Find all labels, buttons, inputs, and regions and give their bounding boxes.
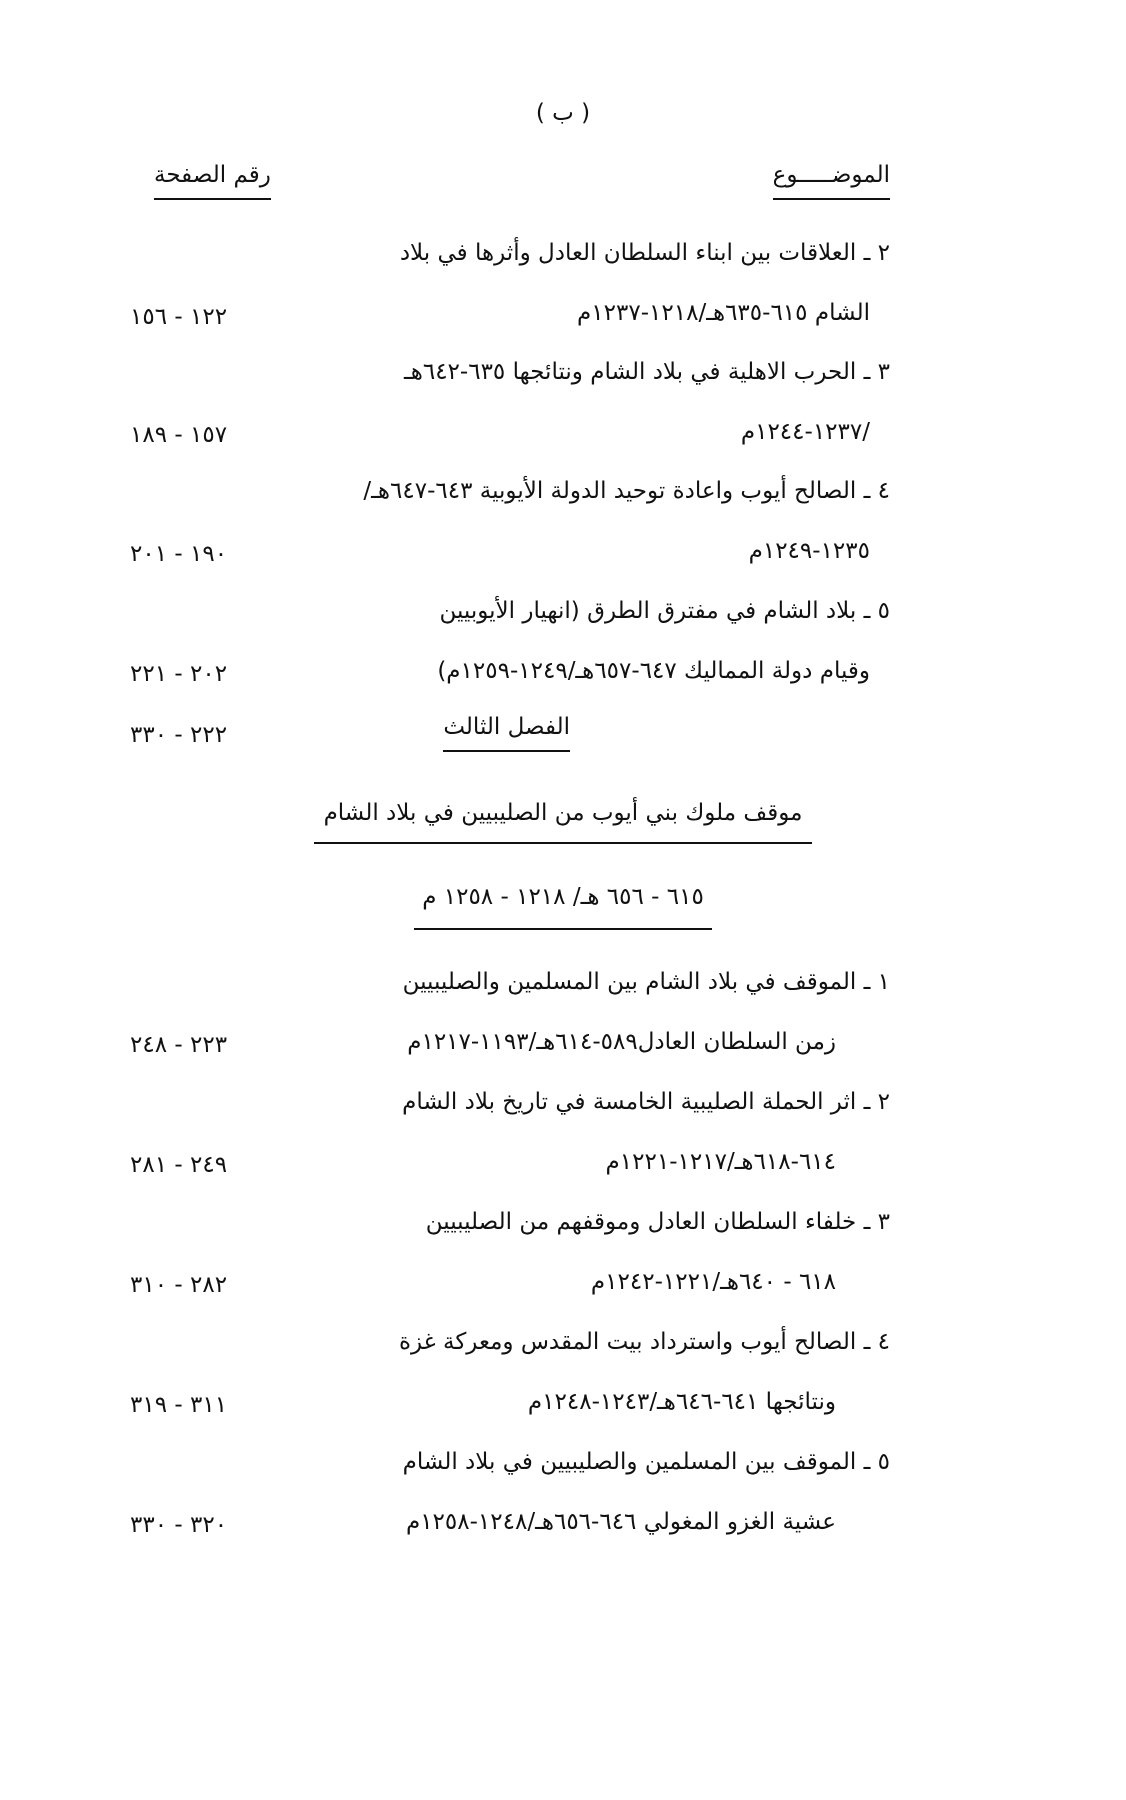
section-1-pages: ٢٢٣ - ٢٤٨ <box>130 1032 228 1058</box>
section-5-line2: عشية الغزو المغولي ٦٤٦-٦٥٦هـ/١٢٤٨-١٢٥٨م <box>405 1509 836 1535</box>
section-3-pages: ٢٨٢ - ٣١٠ <box>130 1272 228 1298</box>
entry-5-line2: وقيام دولة المماليك ٦٤٧-٦٥٧هـ/١٢٤٩-١٢٥٩م) <box>437 658 870 684</box>
section-4-pages: ٣١١ - ٣١٩ <box>130 1392 228 1418</box>
entry-2-line1: ٢ ـ العلاقات بين ابناء السلطان العادل وأثرها في بلاد <box>399 240 890 266</box>
chapter-dates: ٦١٥ - ٦٥٦ هـ/ ١٢١٨ - ١٢٥٨ م <box>414 880 712 930</box>
entry-5-pages: ٢٠٢ - ٢٢١ <box>130 661 228 687</box>
entry-3-pages: ١٥٧ - ١٨٩ <box>130 422 228 448</box>
section-3-line1: ٣ ـ خلفاء السلطان العادل وموقفهم من الصليبيين <box>425 1209 890 1235</box>
chapter-subtitle: موقف ملوك بني أيوب من الصليبيين في بلاد الشام <box>314 796 813 844</box>
entry-4-pages: ١٩٠ - ٢٠١ <box>130 541 228 567</box>
entry-3-line1: ٣ ـ الحرب الاهلية في بلاد الشام ونتائجها ٦٣٥-٦٤٢هـ <box>403 359 890 385</box>
section-4-line2: ونتائجها ٦٤١-٦٤٦هـ/١٢٤٣-١٢٤٨م <box>527 1389 836 1415</box>
chapter-pages: ٢٢٢ - ٣٣٠ <box>130 722 228 748</box>
entry-3-line2: /١٢٣٧-١٢٤٤م <box>740 419 870 445</box>
section-4-line1: ٤ ـ الصالح أيوب واسترداد بيت المقدس ومعركة غزة <box>398 1329 890 1355</box>
entry-5-line1: ٥ ـ بلاد الشام في مفترق الطرق (انهيار الأيوبيين <box>439 598 890 624</box>
section-3-line2: ٦١٨ - ٦٤٠هـ/١٢٢١-١٢٤٢م <box>590 1269 836 1295</box>
section-1-line2: زمن السلطان العادل٥٨٩-٦١٤هـ/١١٩٣-١٢١٧م <box>407 1029 836 1055</box>
chapter-title: الفصل الثالث <box>443 710 570 752</box>
section-5-line1: ٥ ـ الموقف بين المسلمين والصليبيين في بلاد الشام <box>402 1449 890 1475</box>
header-page-number: رقم الصفحة <box>154 158 271 200</box>
section-2-line1: ٢ ـ اثر الحملة الصليبية الخامسة في تاريخ بلاد الشام <box>402 1089 890 1115</box>
section-1-line1: ١ ـ الموقف في بلاد الشام بين المسلمين والصليبيين <box>402 969 890 995</box>
page-marker: ( ب ) <box>535 100 591 126</box>
entry-4-line1: ٤ ـ الصالح أيوب واعادة توحيد الدولة الأيوبية ٦٤٣-٦٤٧هـ/ <box>363 478 890 504</box>
entry-4-line2: ١٢٣٥-١٢٤٩م <box>748 538 870 564</box>
section-5-pages: ٣٢٠ - ٣٣٠ <box>130 1512 228 1538</box>
section-2-pages: ٢٤٩ - ٢٨١ <box>130 1152 228 1178</box>
section-2-line2: ٦١٤-٦١٨هـ/١٢١٧-١٢٢١م <box>605 1149 836 1175</box>
header-topic: الموضـــــوع <box>773 158 890 200</box>
entry-2-pages: ١٢٢ - ١٥٦ <box>130 304 228 330</box>
entry-2-line2: الشام ٦١٥-٦٣٥هـ/١٢١٨-١٢٣٧م <box>577 300 870 326</box>
